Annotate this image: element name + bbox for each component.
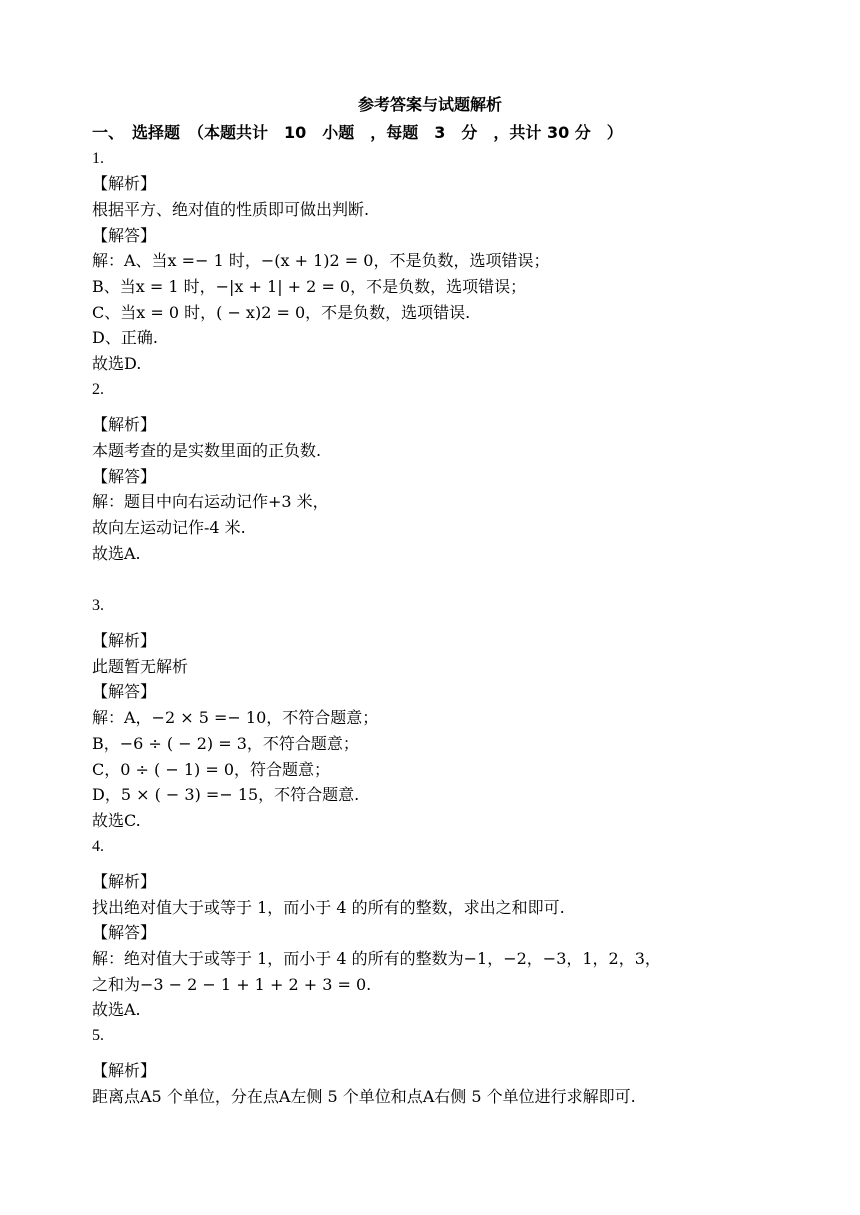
analysis-label: 【解析】 [92,174,157,193]
question-number: 4. [92,838,104,855]
answer-line: 故选A. [92,544,141,563]
answer-line: B、当x = 1 时，−|x + 1| + 2 = 0，不是负数，选项错误； [92,277,527,296]
answer-label: 【解答】 [92,923,157,942]
answer-label: 【解答】 [92,682,157,701]
answer-label: 【解答】 [92,467,157,486]
answer-line: 故选C. [92,811,141,830]
answer-line: D，5 × ( − 3) =− 15，不符合题意. [92,785,360,804]
analysis-text: 此题暂无解析 [92,657,189,676]
page-title: 参考答案与试题解析 [357,95,502,114]
answer-line: 解：A，−2 × 5 =− 10，不符合题意； [92,708,379,727]
analysis-label: 【解析】 [92,872,157,891]
answer-line: 故选D. [92,354,142,373]
analysis-text: 本题考查的是实数里面的正负数. [92,441,322,460]
answer-line: 之和为−3 − 2 − 1 + 1 + 2 + 3 = 0. [92,975,372,994]
analysis-text: 找出绝对值大于或等于 1，而小于 4 的所有的整数，求出之和即可. [92,898,565,917]
analysis-label: 【解析】 [92,1061,157,1080]
analysis-label: 【解析】 [92,631,157,650]
question-number: 1. [92,150,104,167]
answer-line: D、正确. [92,328,158,347]
answer-line: 解：题目中向右运动记作+3 米， [92,492,329,511]
answer-label: 【解答】 [92,226,157,245]
answer-line: C、当x = 0 时，( − x)2 = 0，不是负数，选项错误. [92,303,471,322]
section-heading: 一、 选择题 （本题共计 10 小题 ，每题 3 分 ，共计 30 分 ） [92,123,623,142]
question-number: 5. [92,1027,104,1044]
analysis-label: 【解析】 [92,415,157,434]
answer-line: 故向左运动记作-4 米. [92,518,246,537]
analysis-text: 根据平方、绝对值的性质即可做出判断. [92,200,370,219]
answer-line: B，−6 ÷ ( − 2) = 3，不符合题意； [92,734,359,753]
question-number: 2. [92,381,104,398]
answer-line: C，0 ÷ ( − 1) = 0，符合题意； [92,760,331,779]
answer-line: 解：A、当x =− 1 时，−(x + 1)2 = 0，不是负数，选项错误； [92,251,550,270]
analysis-text: 距离点A5 个单位，分在点A左侧 5 个单位和点A右侧 5 个单位进行求解即可. [92,1087,636,1106]
answer-line: 故选A. [92,1000,141,1019]
answer-line: 解：绝对值大于或等于 1，而小于 4 的所有的整数为−1，−2，−3，1，2，3， [92,949,661,968]
question-number: 3. [92,597,104,614]
